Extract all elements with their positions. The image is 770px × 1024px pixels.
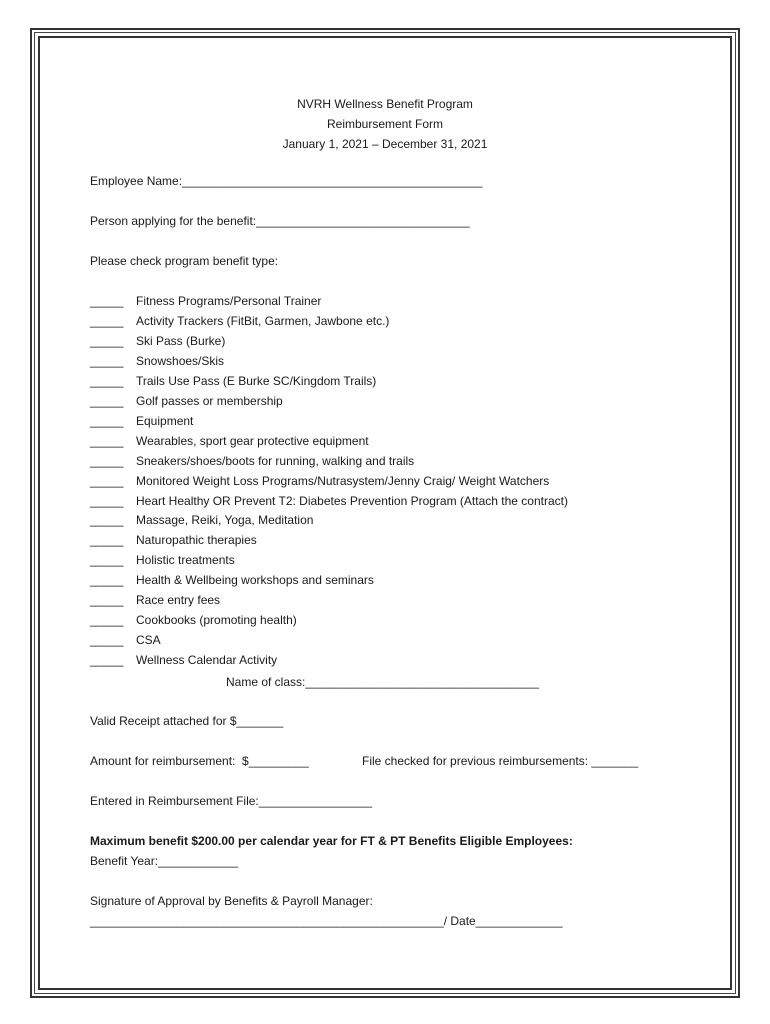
benefit-item <box>90 394 283 414</box>
benefit-checkbox-blank[interactable]: _____ <box>90 393 124 408</box>
benefit-checkbox-blank[interactable]: _____ <box>90 353 124 368</box>
max-benefit-notice: Maximum benefit $200.00 per calendar year for FT & PT Benefits Eligible Employees: <box>90 834 573 848</box>
benefit-checkbox-blank[interactable]: _____ <box>90 493 124 508</box>
program-title: NVRH Wellness Benefit Program <box>297 97 473 111</box>
benefit-checkbox-blank[interactable]: _____ <box>90 513 124 528</box>
benefit-checkbox-blank[interactable]: _____ <box>90 333 124 348</box>
amount-field[interactable]: Amount for reimbursement: $_________ <box>90 754 309 768</box>
benefit-label: Monitored Weight Loss Programs/Nutrasystem/Jenny Craig/ Weight Watchers <box>136 473 550 488</box>
benefit-item <box>90 434 369 454</box>
benefit-label: Naturopathic therapies <box>136 533 257 548</box>
benefit-label: Race entry fees <box>136 593 221 608</box>
benefit-checkbox-blank[interactable]: _____ <box>90 453 124 468</box>
benefit-item <box>90 593 220 613</box>
benefit-item <box>90 314 389 334</box>
benefit-checkbox-blank[interactable]: _____ <box>90 533 124 548</box>
benefit-item <box>90 613 297 633</box>
benefit-checkbox-blank[interactable]: _____ <box>90 413 124 428</box>
benefit-checkbox-blank[interactable]: _____ <box>90 633 124 648</box>
benefit-checkbox-blank[interactable]: _____ <box>90 593 124 608</box>
benefit-label: Health & Wellbeing workshops and seminars <box>136 573 374 588</box>
benefit-checkbox-blank[interactable]: _____ <box>90 613 124 628</box>
benefit-checkbox-blank[interactable]: _____ <box>90 553 124 568</box>
benefit-checkbox-blank[interactable]: _____ <box>90 294 124 308</box>
benefit-item <box>90 414 193 434</box>
benefit-item <box>90 633 161 653</box>
benefit-checkbox-blank[interactable]: _____ <box>90 473 124 488</box>
form-header <box>0 94 770 154</box>
benefit-item <box>90 494 568 514</box>
benefit-checkbox-blank[interactable]: _____ <box>90 373 124 388</box>
benefit-checkbox-blank[interactable]: _____ <box>90 653 124 668</box>
form-period: January 1, 2021 – December 31, 2021 <box>282 137 488 151</box>
form-title: Reimbursement Form <box>326 117 444 131</box>
benefit-item <box>90 454 414 474</box>
benefit-label: Activity Trackers (FitBit, Garmen, Jawbone etc.) <box>136 313 390 328</box>
benefit-checkbox-blank[interactable]: _____ <box>90 313 124 328</box>
benefit-item <box>90 374 376 394</box>
benefit-item <box>90 653 277 673</box>
benefit-label: Snowshoes/Skis <box>136 353 225 368</box>
benefit-label: CSA <box>136 633 161 648</box>
benefit-item <box>90 553 235 573</box>
name-of-class-field[interactable]: Name of class:___________________________________ <box>226 675 539 689</box>
receipt-field[interactable]: Valid Receipt attached for $_______ <box>90 714 284 728</box>
benefit-label: Equipment <box>136 413 194 428</box>
benefit-label: Fitness Programs/Personal Trainer <box>136 294 322 308</box>
file-checked-field[interactable]: File checked for previous reimbursements: _______ <box>362 754 639 768</box>
benefit-label: Sneakers/shoes/boots for running, walking and trails <box>136 453 415 468</box>
benefit-label: Trails Use Pass (E Burke SC/Kingdom Trails) <box>136 373 377 388</box>
benefit-year-field[interactable]: Benefit Year:____________ <box>90 854 239 868</box>
benefit-item <box>90 474 549 494</box>
check-prompt: Please check program benefit type: <box>90 254 279 268</box>
benefit-checkbox-blank[interactable]: _____ <box>90 573 124 588</box>
signature-date-field[interactable]: _____________________________________________________/ Date_____________ <box>90 914 563 928</box>
benefit-item <box>90 294 321 314</box>
benefit-item <box>90 334 225 354</box>
benefit-item <box>90 513 313 533</box>
employee-name-field[interactable]: Employee Name:_____________________________________________ <box>90 174 483 188</box>
benefit-label: Heart Healthy OR Prevent T2: Diabetes Prevention Program (Attach the contract) <box>136 493 568 508</box>
person-applying-field[interactable]: Person applying for the benefit:________________________________ <box>90 214 470 228</box>
benefit-label: Ski Pass (Burke) <box>136 333 226 348</box>
benefit-item <box>90 573 374 593</box>
benefit-item <box>90 354 224 374</box>
benefit-label: Holistic treatments <box>136 553 235 568</box>
signature-label: Signature of Approval by Benefits & Payroll Manager: <box>90 894 373 908</box>
benefit-checkbox-blank[interactable]: _____ <box>90 433 124 448</box>
benefit-label: Massage, Reiki, Yoga, Meditation <box>136 513 314 528</box>
benefit-label: Golf passes or membership <box>136 393 283 408</box>
benefit-label: Wearables, sport gear protective equipment <box>136 433 369 448</box>
benefit-label: Wellness Calendar Activity <box>136 653 278 668</box>
benefit-item <box>90 533 257 553</box>
benefit-label: Cookbooks (promoting health) <box>136 613 297 628</box>
entered-field[interactable]: Entered in Reimbursement File:_________________ <box>90 794 373 808</box>
